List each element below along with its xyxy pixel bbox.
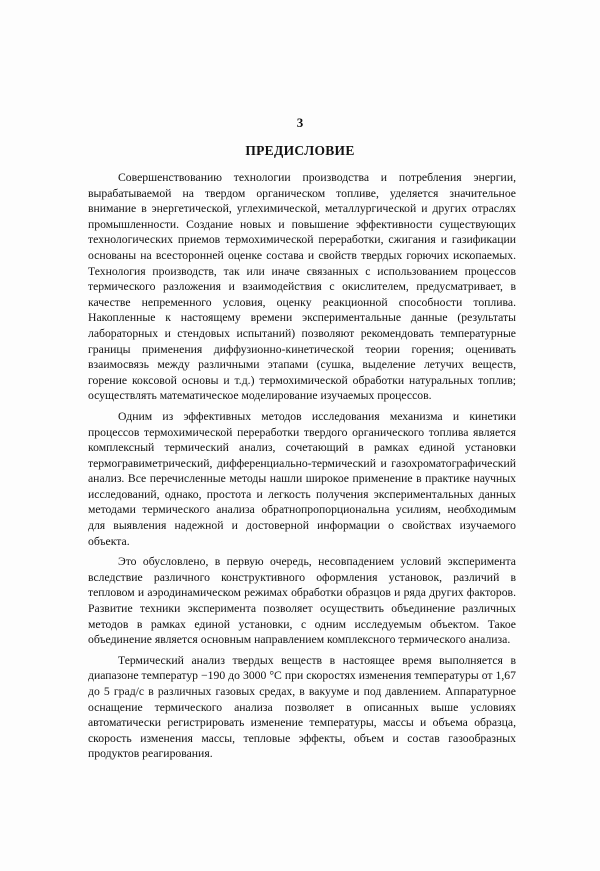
- paragraph-4: Термический анализ твердых веществ в настоящее время выполняется в диапазоне температур −190 до 3000 °С при скоростях изменения температуры от 1,67 до 5 град/с в различных газовых средах, в вакууме и под давлением. Аппаратурное оснащение термического анализа позволяет в описанных выше условиях автоматически регистрировать изменение температуры, массы и объема образца, скорость изменения массы, тепловые эффекты, объем и состав газообразных продуктов реагирования.: [88, 653, 516, 761]
- page-title: ПРЕДИСЛОВИЕ: [245, 143, 355, 158]
- paragraph-1: Совершенствованию технологии производства и потребления энергии, вырабатываемой на твердом органическом топливе, уделяется значительное внимание в энергетической, углехимической, металлургической и других отраслях промышленности. Создание новых и повышение эффективности существующих технологических приемов термохимической переработки, сжигания и газификации основаны на всесторонней оценке состава и свойств твердых горючих ископаемых. Технология производств, так или иначе связанных с использованием процессов термического разложения и взаимодействия с окислителем, предусматривает, в качестве непременного условия, оценку реакционной способности топлива. Накопленные к настоящему времени экспериментальные данные (результаты лабораторных и стендовых испытаний) позволяют рекомендовать температурные границы применения диффузионно-кинетической теории горения; оценивать взаимосвязь между различными этапами (сушка, выделение летучих веществ, горение коксовой основы и т.д.) термохимической обработки натуральных топлив; осуществлять математическое моделирование изучаемых процессов.: [88, 171, 516, 403]
- paragraph-3: Это обусловлено, в первую очередь, несовпадением условий эксперимента вследствие различного конструктивного оформления установок, различий в тепловом и аэродинамическом режимах обработки образцов и ряда других факторов. Развитие техники эксперимента позволяет осуществить объединение различных методов в рамках единой установки, с одним исследуемым объектом. Такое объединение является основным направлением комплексного термического анализа.: [88, 555, 516, 647]
- page-number: 3: [296, 115, 304, 130]
- paragraph-2: Одним из эффективных методов исследования механизма и кинетики процессов термохимической переработки твердого органического топлива является комплексный термический анализ, сочетающий в рамках единой установки термогравиметрический, дифференциально-термический и газохроматографический анализ. Все перечисленные методы нашли широкое применение в практике научных исследований, однако, простота и легкость получения экспериментальных данных методами термического анализа обратнопропорциональна усилиям, необходимым для выявления надежной и достоверной информации о свойствах изучаемого объекта.: [88, 409, 516, 548]
- body-text: [88, 170, 516, 767]
